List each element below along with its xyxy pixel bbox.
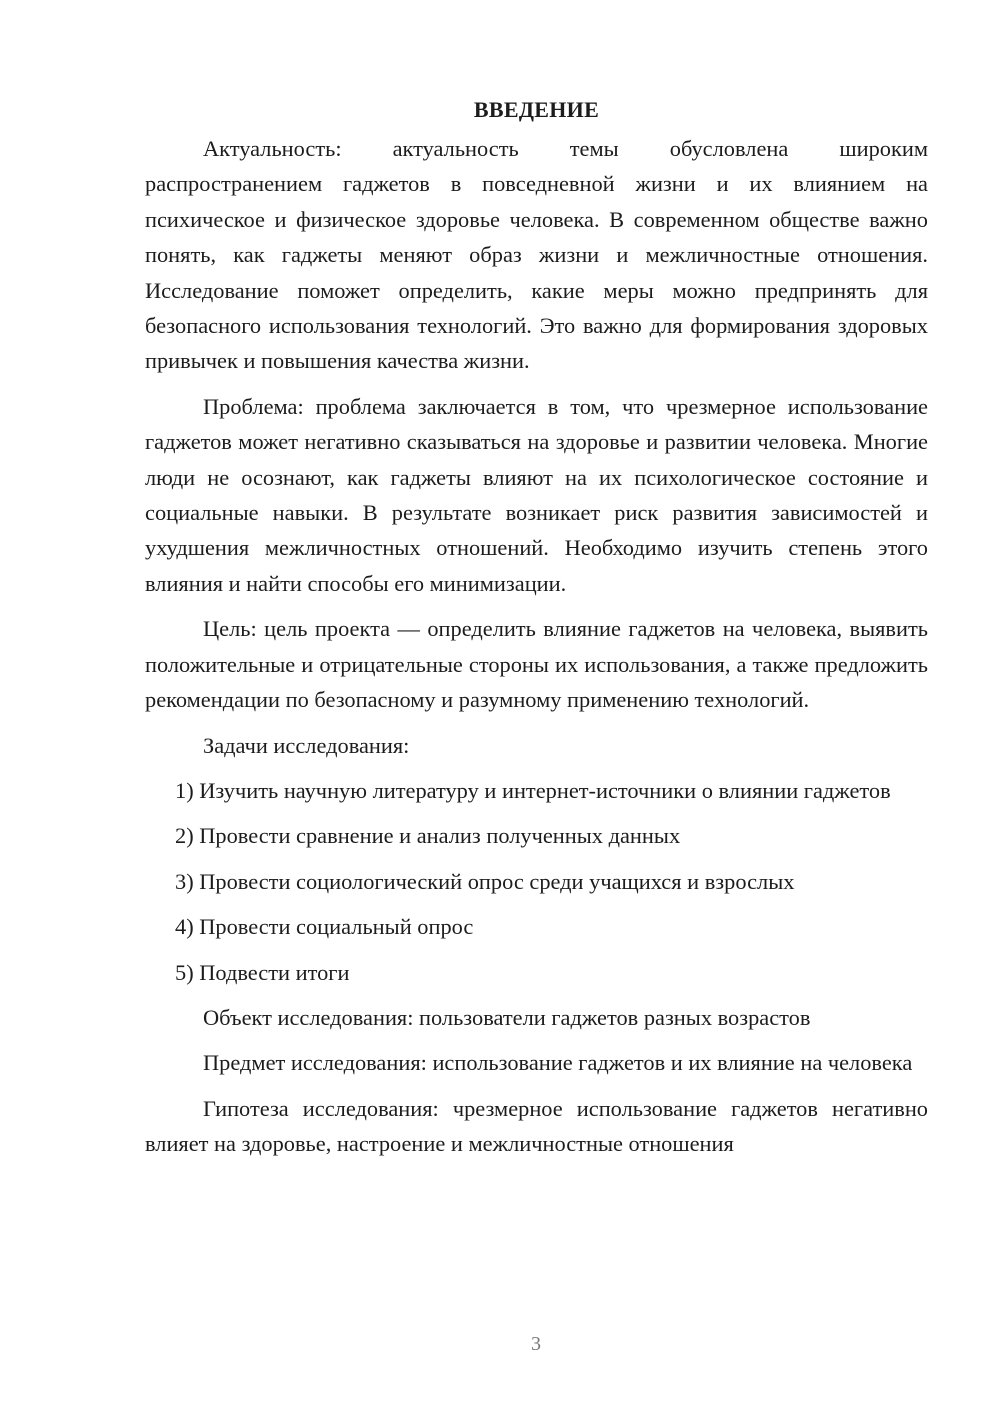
task-item: 5) Подвести итоги [175, 959, 350, 985]
page-number: 3 [531, 1333, 541, 1355]
goal-paragraph: Цель: цель проекта — определить влияние гаджетов на человека, выявить положительные и отрицательные стороны их использования, а также предложить рекомендации по безопасному и разумному применению технологий. [145, 616, 928, 713]
task-item: 2) Провести сравнение и анализ полученных данных [175, 823, 681, 849]
problem-paragraph: Проблема: проблема заключается в том, что чрезмерное использование гаджетов может негативно сказываться на здоровье и развитии человека. Многие люди не осознают, как гаджеты влияют на их психологическое состояние и социальные навыки. В результате возникает риск развития зависимостей и ухудшения межличностных отношений. Необходимо изучить степень этого влияния и найти способы его минимизации. [145, 393, 928, 596]
object-paragraph: Объект исследования: пользователи гаджетов разных возрастов [203, 1004, 811, 1030]
tasks-heading: Задачи исследования: [203, 732, 410, 758]
task-item: 4) Провести социальный опрос [175, 914, 474, 940]
subject-paragraph: Предмет исследования: использование гаджетов и их влияние на человека [203, 1050, 913, 1076]
document-page [145, 95, 928, 1172]
task-item: 1) Изучить научную литературу и интернет-источники о влиянии гаджетов [175, 777, 891, 803]
hypothesis-paragraph: Гипотеза исследования: чрезмерное использование гаджетов негативно влияет на здоровье, настроение и межличностные отношения [145, 1095, 928, 1157]
relevance-paragraph: Актуальность: актуальность темы обусловлена широким распространением гаджетов в повседневной жизни и их влиянием на психическое и физическое здоровье человека. В современном обществе важно понять, как гаджеты меняют образ жизни и межличностные отношения. Исследование поможет определить, какие меры можно предпринять для безопасного использования технологий. Это важно для формирования здоровых привычек и повышения качества жизни. [145, 136, 928, 374]
section-title: ВВЕДЕНИЕ [473, 97, 600, 122]
task-item: 3) Провести социологический опрос среди учащихся и взрослых [175, 868, 795, 894]
